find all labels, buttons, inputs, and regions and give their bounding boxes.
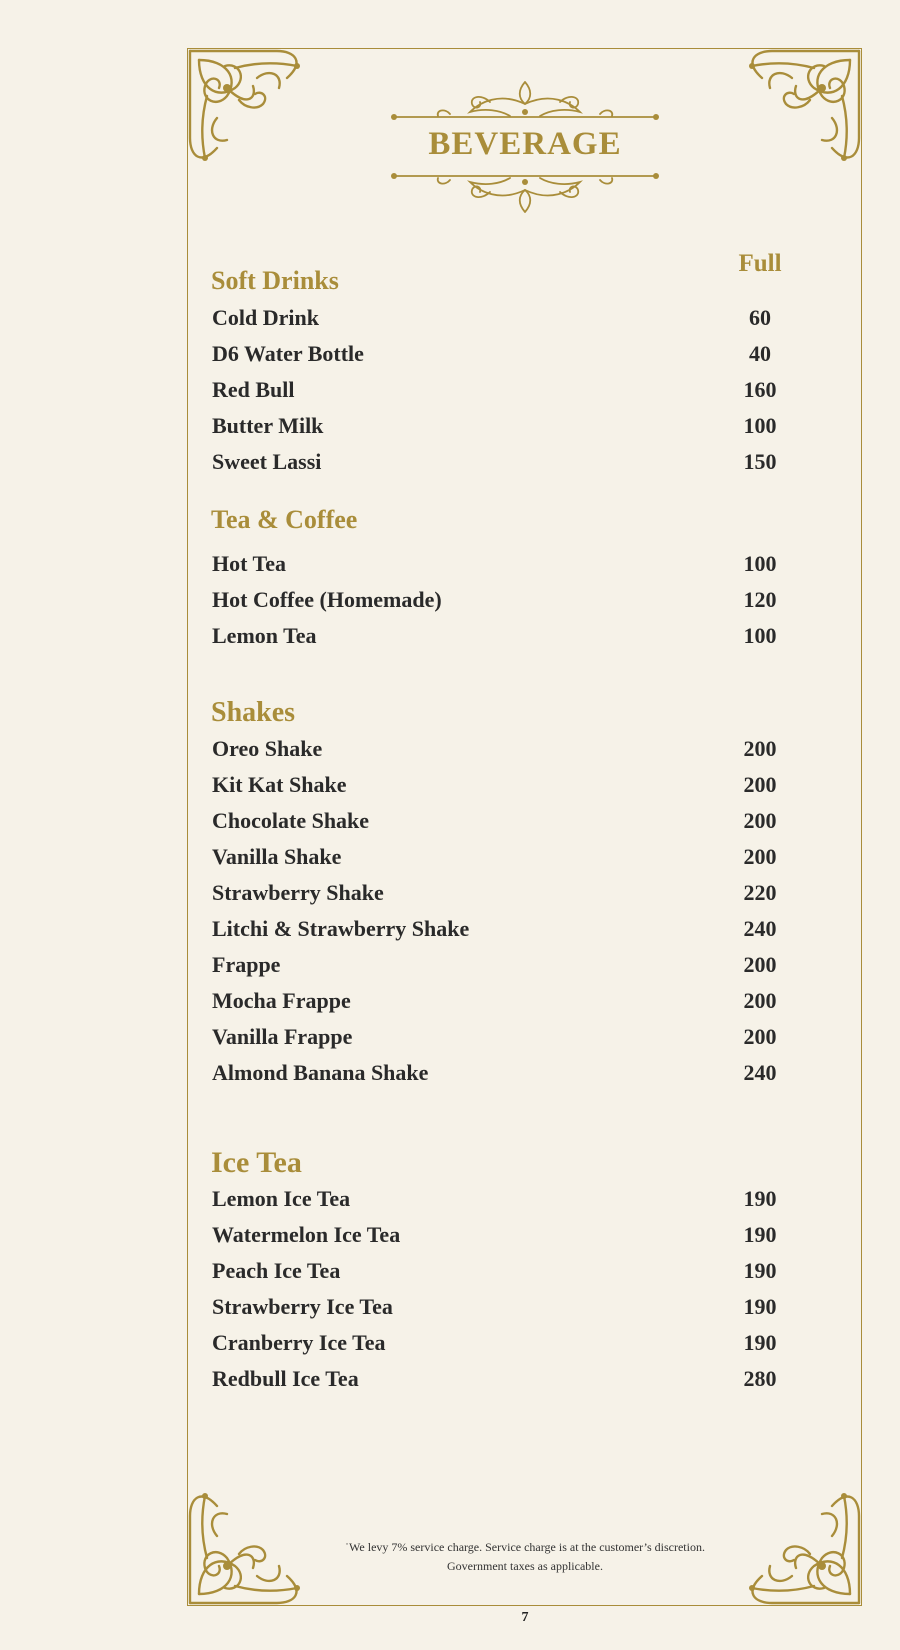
page-title: BEVERAGE <box>428 126 622 162</box>
menu-item-name: Lemon Tea <box>212 623 317 648</box>
service-charge-note: ˙We levy 7% service charge. Service charge is at the customer’s discretion. <box>345 1540 705 1554</box>
menu-item-name: Lemon Ice Tea <box>212 1186 351 1211</box>
menu-item-name: Cranberry Ice Tea <box>212 1330 386 1355</box>
menu-item-name: Peach Ice Tea <box>212 1258 341 1283</box>
menu-item-name: Strawberry Ice Tea <box>212 1294 393 1319</box>
menu-item-name: Hot Coffee (Homemade) <box>212 587 442 612</box>
menu-item-price: 220 <box>743 880 777 905</box>
menu-item-price: 200 <box>743 844 777 869</box>
menu-item-price: 240 <box>743 916 777 941</box>
menu-item-name: Redbull Ice Tea <box>212 1366 359 1391</box>
menu-item-price: 200 <box>743 772 777 797</box>
menu-item-price: 190 <box>743 1186 777 1211</box>
page-number: 7 <box>521 1610 529 1625</box>
menu-item-name: Vanilla Frappe <box>212 1024 353 1049</box>
menu-item-price: 100 <box>743 551 777 576</box>
corner-flourish-icon <box>737 1481 862 1606</box>
section-title-tea-coffee: Tea & Coffee <box>211 505 358 534</box>
menu-item-name: Frappe <box>212 952 281 977</box>
menu-item-price: 240 <box>743 1060 777 1085</box>
corner-flourish-icon <box>187 1481 312 1606</box>
menu-item-price: 60 <box>749 305 771 330</box>
section-title-shakes: Shakes <box>211 697 296 728</box>
menu-item-price: 160 <box>743 377 777 402</box>
menu-item-price: 200 <box>743 736 777 761</box>
menu-item-price: 200 <box>743 1024 777 1049</box>
menu-item-price: 280 <box>743 1366 777 1391</box>
menu-item-name: Sweet Lassi <box>212 449 322 474</box>
menu-item-name: Cold Drink <box>212 305 319 330</box>
menu-item-name: Hot Tea <box>212 551 286 576</box>
menu-item-price: 120 <box>743 587 777 612</box>
menu-item-price: 200 <box>743 808 777 833</box>
menu-item-price: 200 <box>743 952 777 977</box>
menu-item-price: 190 <box>743 1222 777 1247</box>
corner-flourish-icon <box>737 48 862 173</box>
menu-item-name: Oreo Shake <box>212 736 323 761</box>
menu-item-name: D6 Water Bottle <box>212 341 364 366</box>
menu-item-price: 190 <box>743 1330 777 1355</box>
menu-item-price: 190 <box>743 1258 777 1283</box>
section-title-soft-drinks: Soft Drinks <box>211 266 339 295</box>
corner-flourish-icon <box>187 48 312 173</box>
section-title-ice-tea: Ice Tea <box>211 1146 302 1179</box>
price-column-header: Full <box>738 250 782 277</box>
menu-item-name: Kit Kat Shake <box>212 772 347 797</box>
tax-note: Government taxes as applicable. <box>447 1559 603 1573</box>
menu-item-name: Vanilla Shake <box>212 844 342 869</box>
menu-item-price: 200 <box>743 988 777 1013</box>
menu-item-name: Mocha Frappe <box>212 988 351 1013</box>
menu-item-price: 40 <box>749 341 771 366</box>
menu-item-price: 100 <box>743 623 777 648</box>
menu-item-price: 150 <box>743 449 777 474</box>
menu-item-name: Litchi & Strawberry Shake <box>212 916 470 941</box>
menu-item-name: Watermelon Ice Tea <box>212 1222 401 1247</box>
menu-item-name: Strawberry Shake <box>212 880 384 905</box>
menu-item-price: 190 <box>743 1294 777 1319</box>
menu-item-name: Red Bull <box>212 377 295 402</box>
menu-item-name: Almond Banana Shake <box>212 1060 429 1085</box>
menu-item-name: Chocolate Shake <box>212 808 370 833</box>
menu-item-price: 100 <box>743 413 777 438</box>
menu-item-name: Butter Milk <box>212 413 324 438</box>
